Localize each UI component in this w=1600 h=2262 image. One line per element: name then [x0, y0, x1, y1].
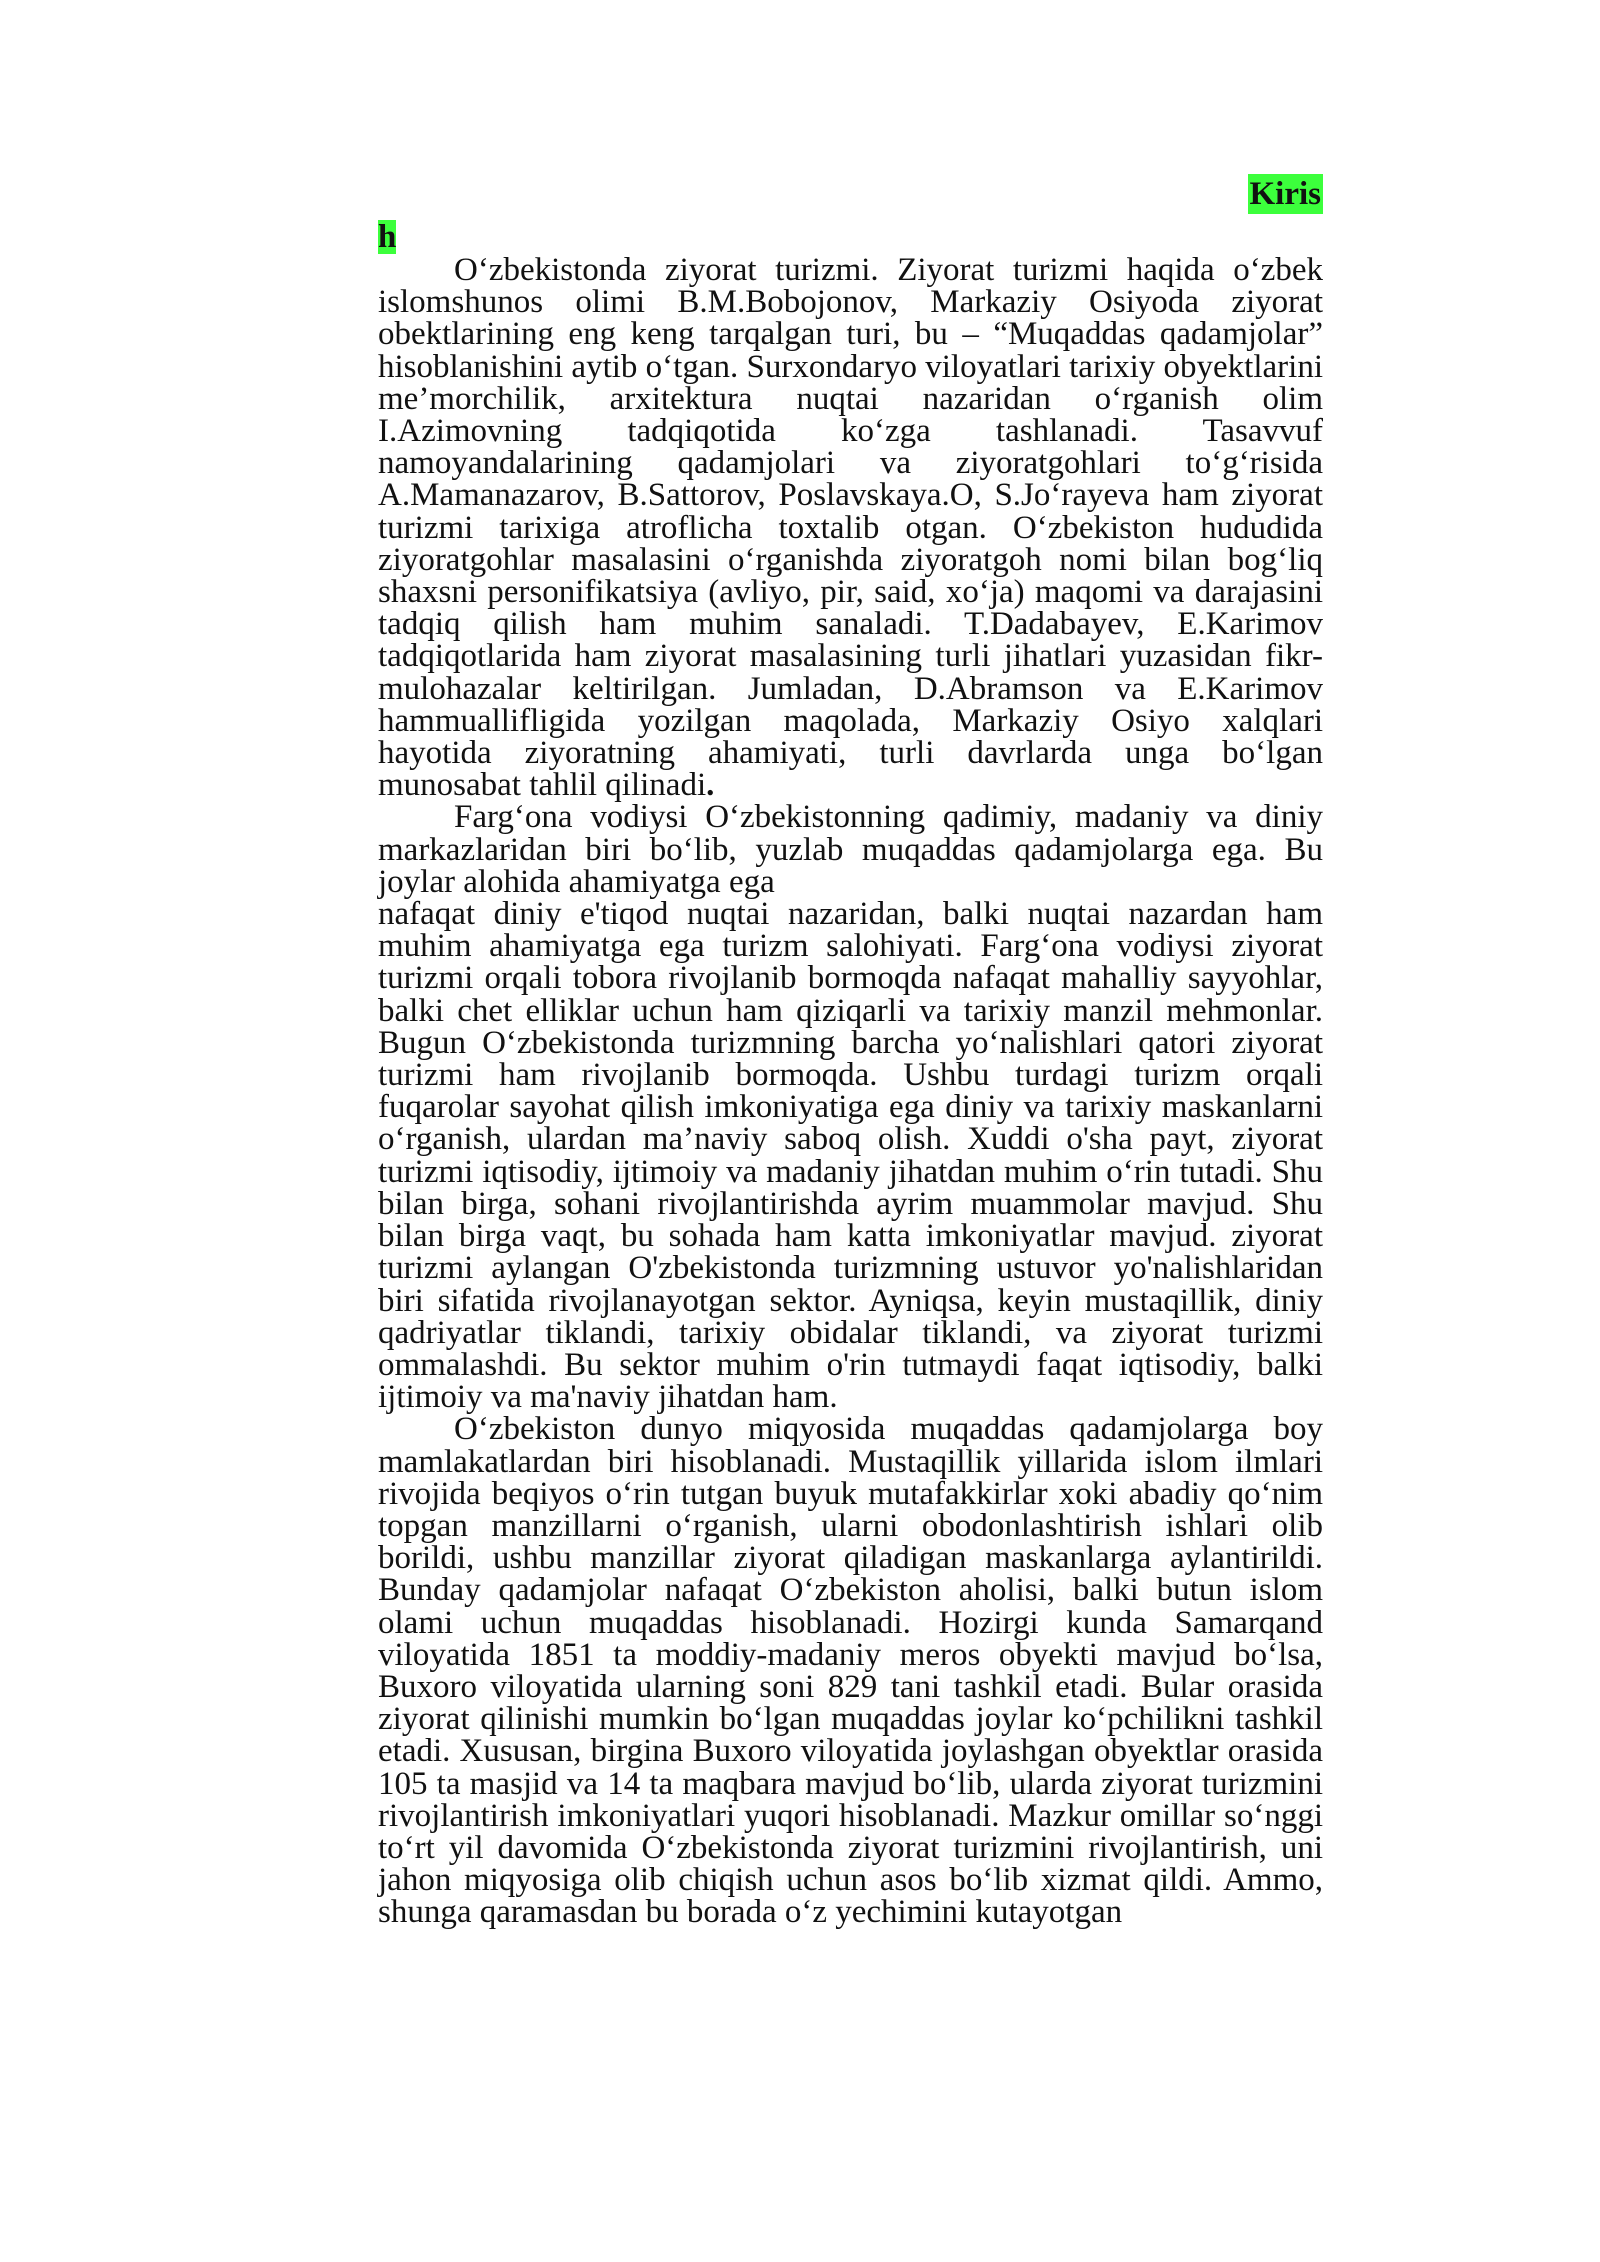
- paragraph-1-tail: .: [706, 767, 715, 804]
- paragraph-2-text: Farg‘ona vodiysi O‘zbekistonning qadimiy, madaniy va diniy markazlaridan biri bo‘lib, yuzlab muqaddas qadamjolarga ega. Bu joylar alohida ahamiyatga ega: [378, 799, 1323, 900]
- heading-title-continuation: h: [378, 219, 397, 255]
- paragraph-3: [378, 896, 1323, 1416]
- paragraph-1: [378, 252, 1323, 804]
- document-page: [378, 174, 1323, 1929]
- paragraph-1-text: O‘zbekistonda ziyorat turizmi. Ziyorat turizmi haqida o‘zbek islomshunos olimi B.M.Bobojonov, Markaziy Osiyoda ziyorat obektlarining eng keng tarqalgan turi, bu – “Muqaddas qadamjolar” hisoblanishini aytib o‘tgan. Surxondaryo viloyatlari tarixiy obyektlarini me’morchilik, arxitektura nuqtai nazaridan o‘rganish olim I.Azimovning tadqiqotida ko‘zga tashlanadi. Tasavvuf namoyandalarining qadamjolari va ziyoratgohlari to‘g‘risida A.Mamanazarov, B.Sattorov, Poslavskaya.O, S.Jo‘rayeva ham ziyorat turizmi tarixiga atroflicha toxtalib otgan. O‘zbekiston hududida ziyoratgohlar masalasini o‘rganishda ziyoratgoh nomi bilan bog‘liq shaxsni personifikatsiya (avliyo, pir, said, xo‘ja) maqomi va darajasini tadqiq qilish ham muhim sanaladi. T.Dadabayev, E.Karimov tadqiqotlarida ham ziyorat masalasining turli jihatlari yuzasidan fikr-mulohazalar keltirilgan. Jumladan, D.Abramson va E.Karimov hammuallifligida yozilgan maqolada, Markaziy Osiyo xalqlari hayotida ziyoratning ahamiyati, turli davrlarda unga bo‘lgan munosabat tahlil qilinadi: [378, 252, 1323, 804]
- paragraph-2: [378, 801, 1323, 898]
- paragraph-4-text: O‘zbekiston dunyo miqyosida muqaddas qadamjolarga boy mamlakatlardan biri hisoblanadi. Mustaqillik yillarida islom ilmlari rivojida beqiyos o‘rin tutgan buyuk mutafakkirlar xoki abadiy qo‘nim topgan manzillarni o‘rganish, ularni obodonlashtirish ishlari olib borildi, ushbu manzillar ziyorat qiladigan maskanlarga aylantirildi. Bunday qadamjolar nafaqat O‘zbekiston aholisi, balki butun islom olami uchun muqaddas hisoblanadi. Hozirgi kunda Samarqand viloyatida 1851 ta moddiy-madaniy meros obyekti mavjud bo‘lsa, Buxoro viloyatida ularning soni 829 tani tashkil etadi. Bular orasida ziyorat qilinishi mumkin bo‘lgan muqaddas joylar ko‘pchilikni tashkil etadi. Xususan, birgina Buxoro viloyatida joylashgan obyektlar orasida 105 ta masjid va 14 ta maqbara mavjud bo‘lib, ularda ziyorat turizmini rivojlantirish imkoniyatlari yuqori hisoblanadi. Mazkur omillar so‘nggi to‘rt yil davomida O‘zbekistonda ziyorat turizmini rivojlantirish, uni jahon miqyosiga olib chiqish uchun asos bo‘lib xizmat qildi. Ammo, shunga qaramasdan bu borada o‘z yechimini kutayotgan: [378, 1411, 1323, 1931]
- paragraph-4: [378, 1411, 1323, 1931]
- paragraph-3-text: nafaqat diniy e'tiqod nuqtai nazaridan, balki nuqtai nazardan ham muhim ahamiyatga ega turizm salohiyati. Farg‘ona vodiysi ziyorat turizmi orqali tobora rivojlanib bormoqda nafaqat mahalliy sayyohlar, balki chet elliklar uchun ham qiziqarli va tarixiy manzil mehmonlar. Bugun O‘zbekistonda turizmning barcha yo‘nalishlari qatori ziyorat turizmi ham rivojlanib bormoqda. Ushbu turdagi turizm orqali fuqarolar sayohat qilish imkoniyatiga ega diniy va tarixiy maskanlarni o‘rganish, ulardan ma’naviy saboq olish. Xuddi o'sha payt, ziyorat turizmi iqtisodiy, ijtimoiy va madaniy jihatdan muhim o‘rin tutadi. Shu bilan birga, sohani rivojlantirishda ayrim muammolar mavjud. Shu bilan birga vaqt, bu sohada ham katta imkoniyatlar mavjud. ziyorat turizmi aylangan O'zbekistonda turizmning ustuvor yo'nalishlaridan biri sifatida rivojlanayotgan sektor. Ayniqsa, keyin mustaqillik, diniy qadriyatlar tiklandi, tarixiy obidalar tiklandi, va ziyorat turizmi ommalashdi. Bu sektor muhim o'rin tutmaydi faqat iqtisodiy, balki ijtimoiy va ma'naviy jihatdan ham.: [378, 896, 1323, 1416]
- heading-title: Kiris: [1249, 176, 1321, 212]
- heading-row: [378, 174, 1323, 218]
